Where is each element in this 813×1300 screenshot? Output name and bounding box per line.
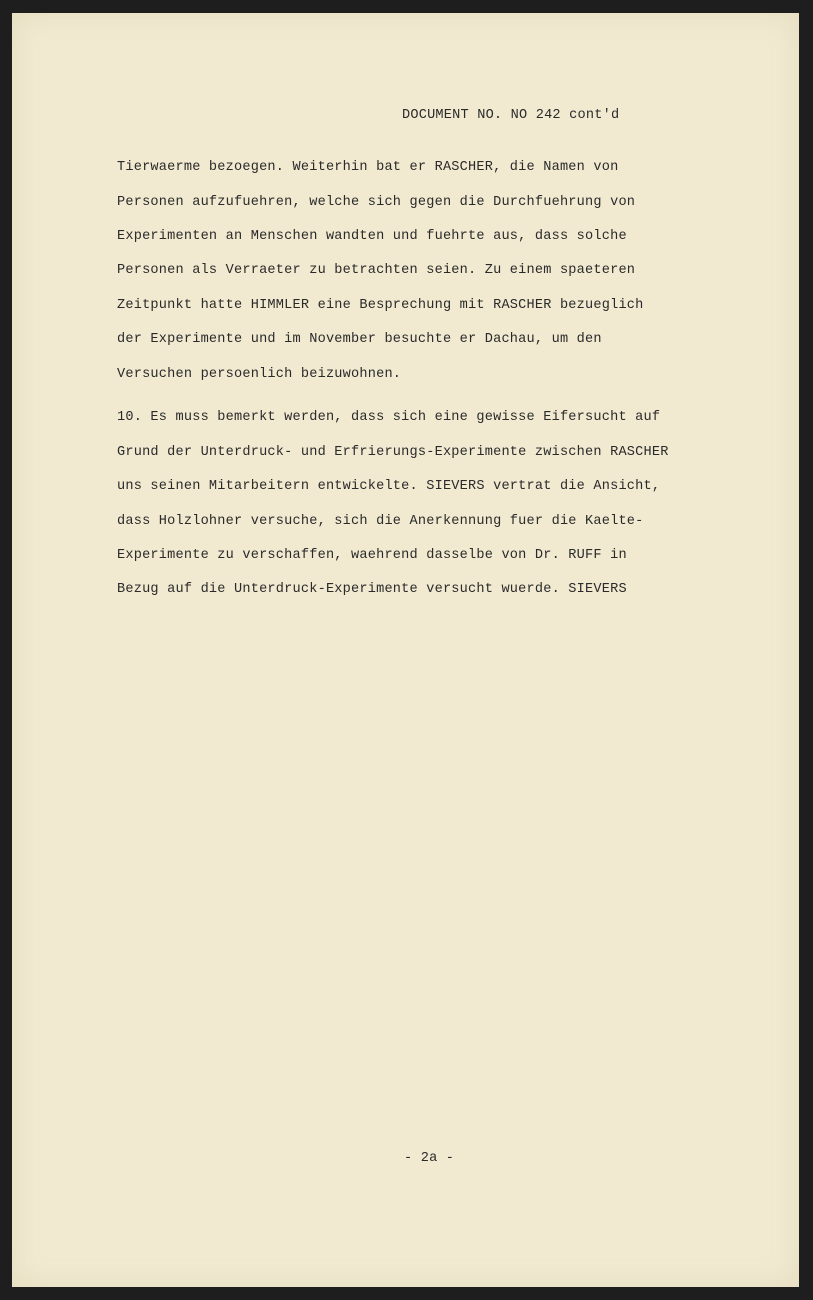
paragraph-2-line-3: uns seinen Mitarbeitern entwickelte. SIEVERS vertrat die Ansicht, xyxy=(117,479,661,494)
paragraph-2-line-5: Experimente zu verschaffen, waehrend dasselbe von Dr. RUFF in xyxy=(117,548,627,563)
document-page xyxy=(12,13,799,1287)
paragraph-2-line-2: Grund der Unterdruck- und Erfrierungs-Experimente zwischen RASCHER xyxy=(117,445,669,460)
paragraph-2-line-6: Bezug auf die Unterdruck-Experimente versucht wuerde. SIEVERS xyxy=(117,582,627,597)
paragraph-1-line-1: Tierwaerme bezoegen. Weiterhin bat er RASCHER, die Namen von xyxy=(117,160,619,175)
document-header: DOCUMENT NO. NO 242 cont'd xyxy=(402,108,620,123)
paragraph-1-line-6: der Experimente und im November besuchte er Dachau, um den xyxy=(117,332,602,347)
paragraph-2-line-4: dass Holzlohner versuche, sich die Anerkennung fuer die Kaelte- xyxy=(117,514,644,529)
paragraph-1-line-3: Experimenten an Menschen wandten und fuehrte aus, dass solche xyxy=(117,229,627,244)
paragraph-1-line-7: Versuchen persoenlich beizuwohnen. xyxy=(117,367,402,382)
paragraph-2-line-1: 10. Es muss bemerkt werden, dass sich eine gewisse Eifersucht auf xyxy=(117,410,661,425)
paragraph-1-line-5: Zeitpunkt hatte HIMMLER eine Besprechung mit RASCHER bezueglich xyxy=(117,298,644,313)
page-number: - 2a - xyxy=(404,1151,455,1166)
paragraph-1-line-2: Personen aufzufuehren, welche sich gegen die Durchfuehrung von xyxy=(117,195,636,210)
paragraph-1-line-4: Personen als Verraeter zu betrachten seien. Zu einem spaeteren xyxy=(117,263,636,278)
